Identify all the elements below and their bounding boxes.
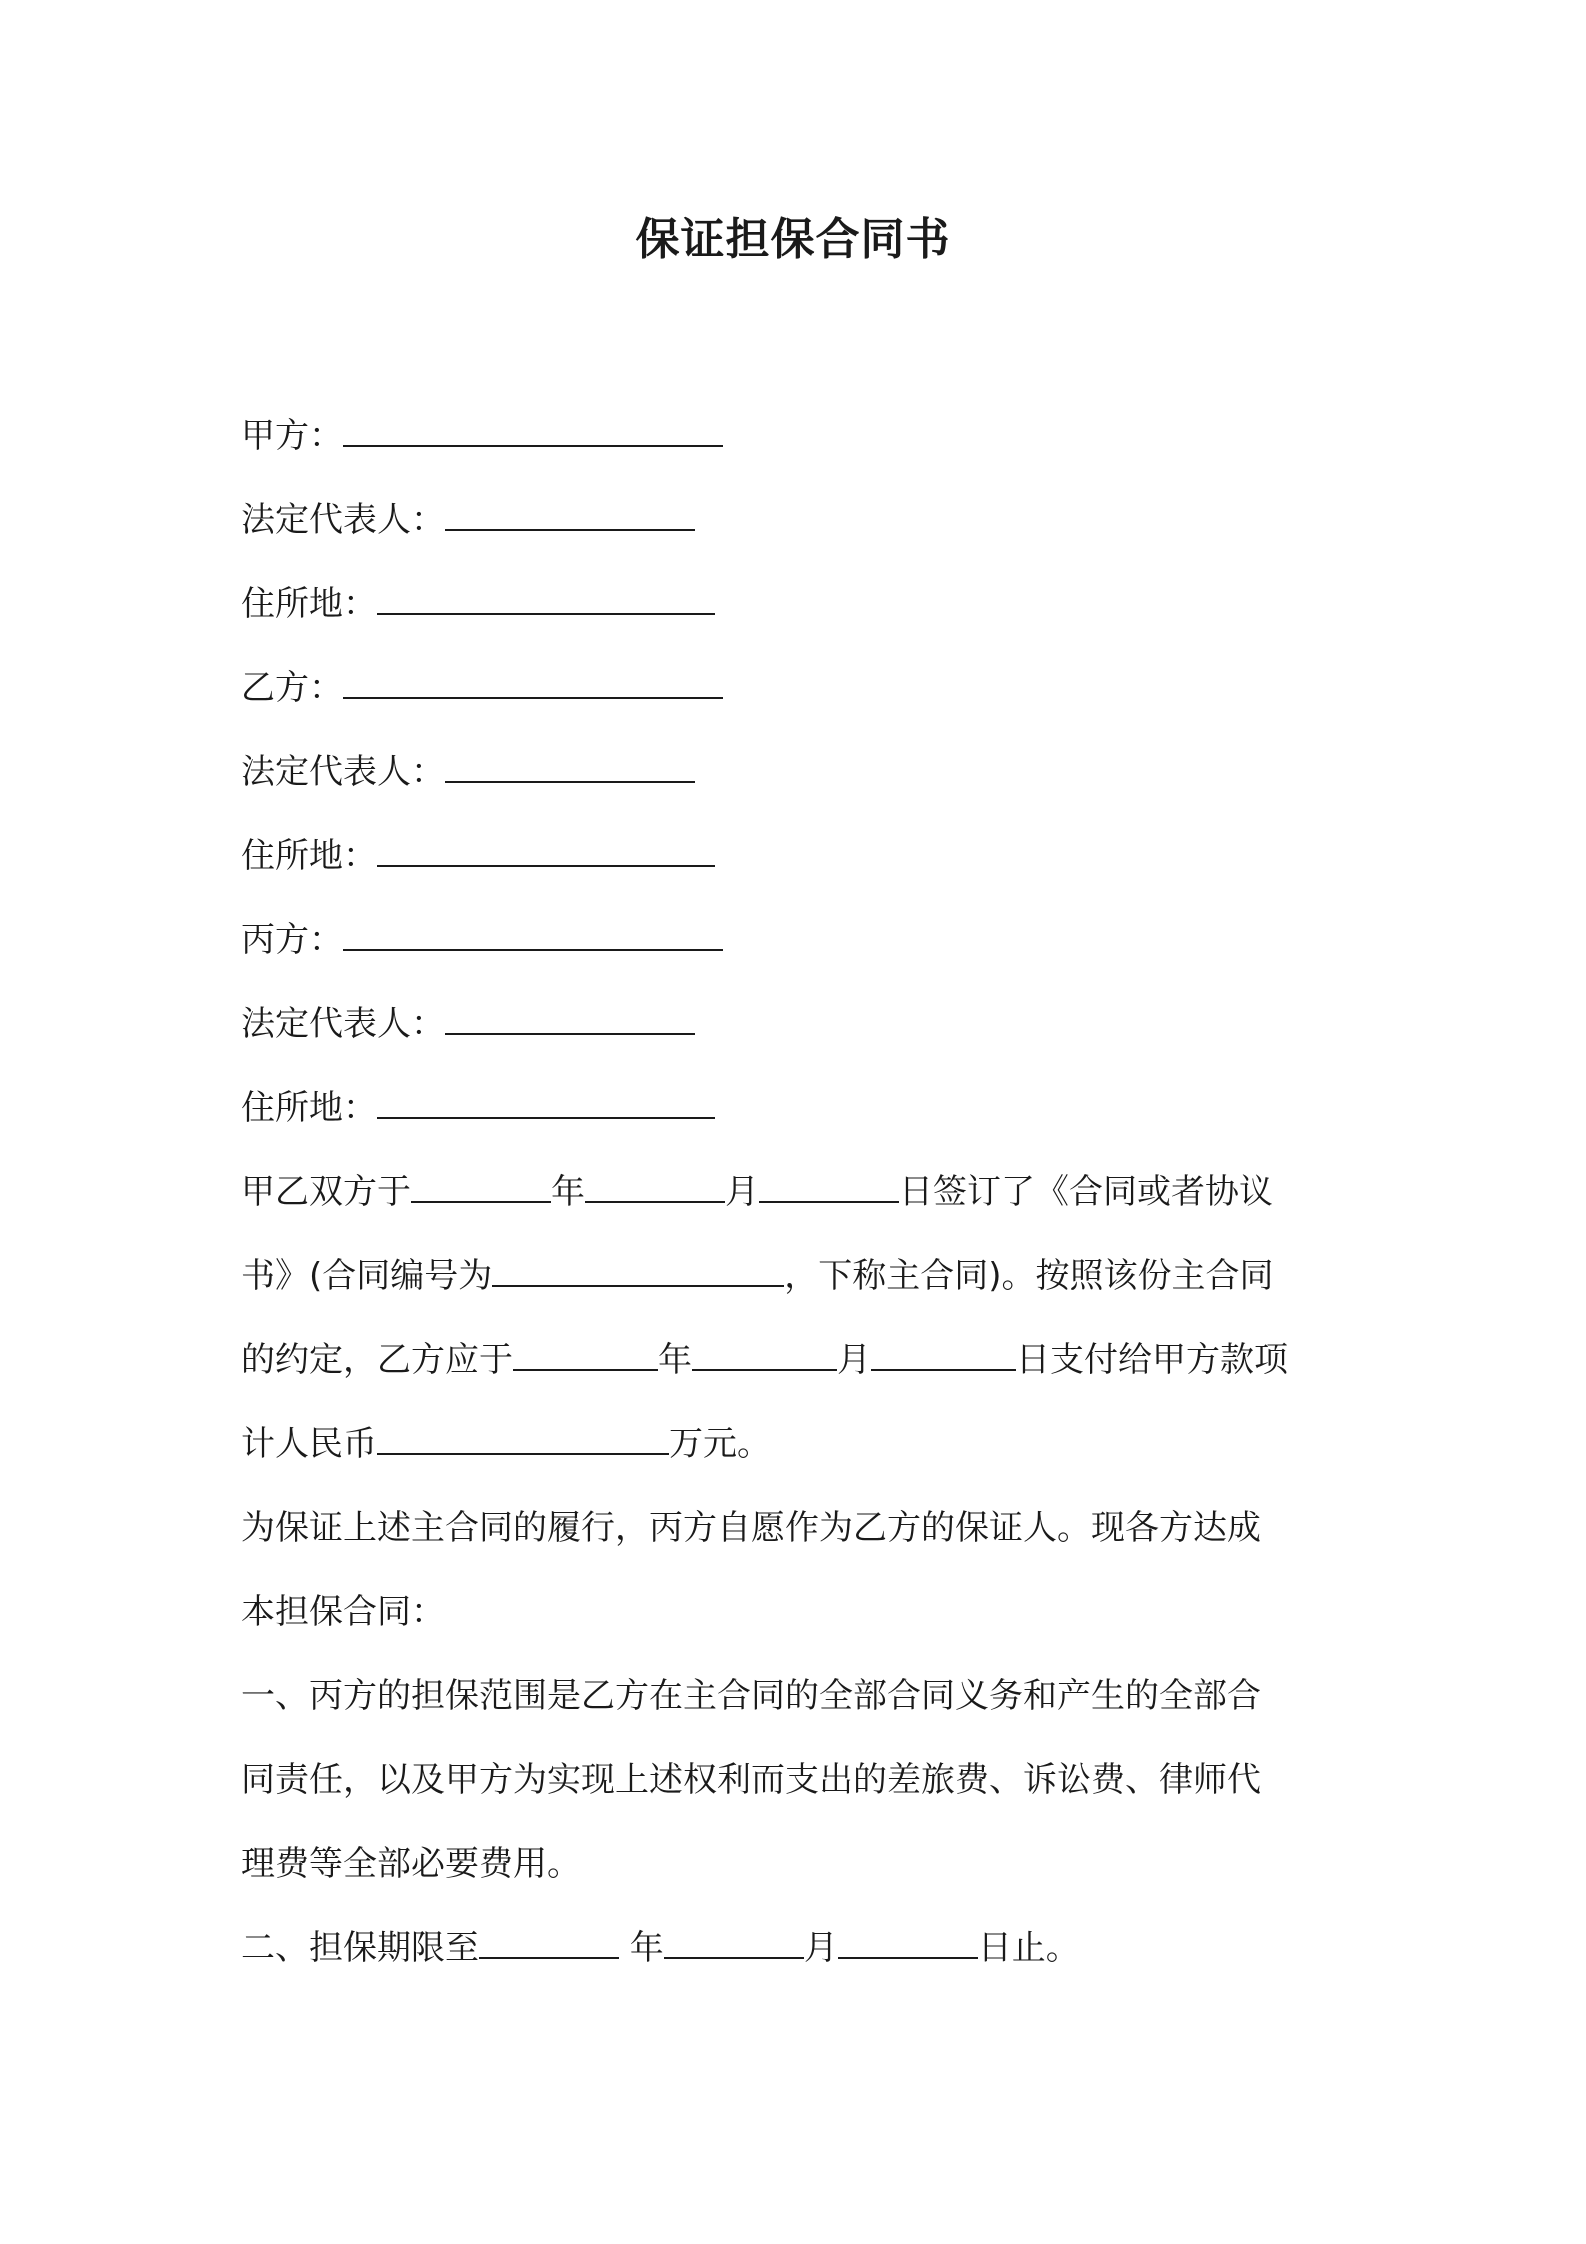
- para1-text: 书》(合同编号为: [241, 1256, 493, 1296]
- party-c-line: [241, 918, 723, 962]
- party-b-addr-label: 住所地：: [241, 836, 377, 876]
- party-a-line: [241, 414, 723, 458]
- party-a-addr-blank[interactable]: [377, 583, 715, 615]
- party-c-addr-label: 住所地：: [241, 1088, 377, 1128]
- party-c-rep-line: [241, 1002, 695, 1046]
- term-year-blank[interactable]: [479, 1927, 619, 1959]
- party-b-rep-line: [241, 750, 695, 794]
- party-c-blank[interactable]: [343, 919, 723, 951]
- party-a-rep-label: 法定代表人：: [241, 500, 445, 540]
- party-b-rep-blank[interactable]: [445, 751, 695, 783]
- para1-text: 日支付给甲方款项: [1016, 1340, 1288, 1380]
- party-b-blank[interactable]: [343, 667, 723, 699]
- party-b-rep-label: 法定代表人：: [241, 752, 445, 792]
- party-b-addr-blank[interactable]: [377, 835, 715, 867]
- clause2-text: 日止。: [977, 1928, 1080, 1968]
- party-a-rep-line: [241, 498, 695, 542]
- amount-blank[interactable]: [377, 1423, 669, 1455]
- para1-text: 日签订了《合同或者协议: [899, 1172, 1273, 1212]
- pay-year-blank[interactable]: [513, 1339, 658, 1371]
- party-c-addr-blank[interactable]: [377, 1087, 715, 1119]
- clause1-line2: 同责任，以及甲方为实现上述权利而支出的差旅费、诉讼费、律师代: [241, 1760, 1261, 1800]
- party-b-line: [241, 666, 723, 710]
- party-a-rep-blank[interactable]: [445, 499, 695, 531]
- document-title: 保证担保合同书: [635, 214, 951, 265]
- term-month-blank[interactable]: [664, 1927, 804, 1959]
- clause1-line1: 一、丙方的担保范围是乙方在主合同的全部合同义务和产生的全部合: [241, 1676, 1261, 1716]
- clause2-text: 年: [619, 1928, 664, 1968]
- party-c-addr-line: [241, 1086, 715, 1130]
- party-a-addr-label: 住所地：: [241, 584, 377, 624]
- party-c-rep-blank[interactable]: [445, 1003, 695, 1035]
- para1-line1: [241, 1170, 1273, 1214]
- party-a-addr-line: [241, 582, 715, 626]
- para2-line2: 本担保合同：: [241, 1592, 445, 1632]
- para1-text: 万元。: [669, 1424, 771, 1464]
- para1-text: ，下称主合同)。按照该份主合同: [784, 1256, 1274, 1296]
- clause2-line: [241, 1926, 1080, 1970]
- pay-day-blank[interactable]: [871, 1339, 1016, 1371]
- para1-text: 年: [551, 1172, 585, 1212]
- para1-text: 年: [658, 1340, 692, 1380]
- party-b-label: 乙方：: [241, 668, 343, 708]
- para1-text: 计人民币: [241, 1424, 377, 1464]
- para1-text: 甲乙双方于: [241, 1172, 411, 1212]
- para1-line3: [241, 1338, 1288, 1382]
- para1-line2: [241, 1254, 1274, 1298]
- party-b-addr-line: [241, 834, 715, 878]
- party-a-label: 甲方：: [241, 416, 343, 456]
- clause1-line3: 理费等全部必要费用。: [241, 1844, 581, 1884]
- party-a-blank[interactable]: [343, 415, 723, 447]
- term-day-blank[interactable]: [838, 1927, 978, 1959]
- clause2-text: 月: [803, 1928, 838, 1968]
- sign-year-blank[interactable]: [411, 1171, 551, 1203]
- sign-month-blank[interactable]: [585, 1171, 725, 1203]
- clause2-text: 二、担保期限至: [241, 1928, 479, 1968]
- contract-number-blank[interactable]: [492, 1255, 784, 1287]
- sign-day-blank[interactable]: [759, 1171, 899, 1203]
- pay-month-blank[interactable]: [692, 1339, 837, 1371]
- para1-text: 的约定，乙方应于: [241, 1340, 513, 1380]
- para1-line4: [241, 1422, 771, 1466]
- para2-line1: 为保证上述主合同的履行，丙方自愿作为乙方的保证人。现各方达成: [241, 1508, 1261, 1548]
- party-c-label: 丙方：: [241, 920, 343, 960]
- party-c-rep-label: 法定代表人：: [241, 1004, 445, 1044]
- para1-text: 月: [725, 1172, 759, 1212]
- para1-text: 月: [837, 1340, 871, 1380]
